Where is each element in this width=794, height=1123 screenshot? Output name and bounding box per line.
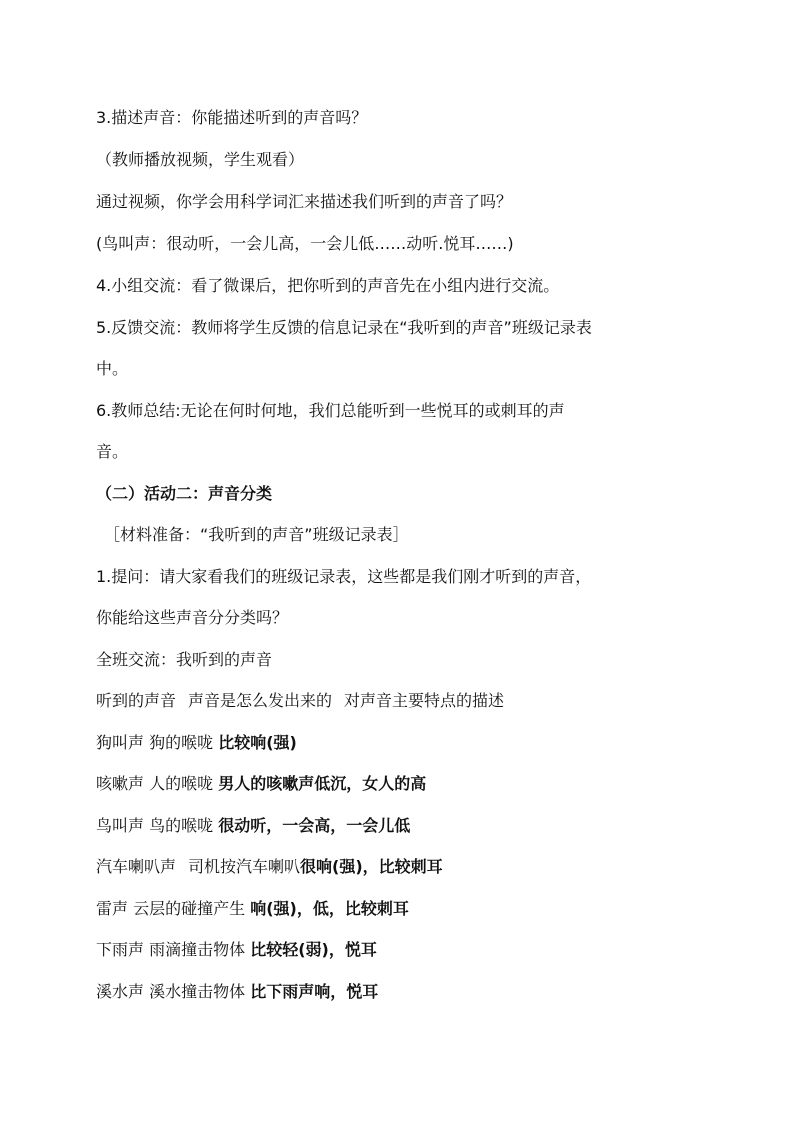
- row-source: 云层的碰撞产生: [133, 899, 246, 918]
- header-source: 声音是怎么发出来的: [188, 691, 333, 710]
- row-source: 司机按汽车喇叭: [188, 857, 301, 876]
- paragraph-group-exchange: 4.小组交流：看了微课后，把你听到的声音先在小组内进行交流。: [96, 276, 560, 295]
- paragraph-feedback-continued: 中。: [96, 359, 129, 378]
- row-description: 很动听，一会高，一会儿低: [218, 816, 411, 835]
- row-source: 溪水撞击物体: [149, 982, 246, 1001]
- table-row: [96, 733, 297, 753]
- question-line-1: 1.提问：请大家看我们的班级记录表，这些都是我们刚才听到的声音，: [96, 567, 592, 586]
- paragraph-bird-example: (鸟叫声：很动听，一会儿高，一会儿低……动听.悦耳……): [96, 234, 514, 253]
- row-sound: 汽车喇叭声: [96, 857, 177, 876]
- row-description: 响(强)，低，比较刺耳: [250, 899, 409, 918]
- paragraph-feedback-exchange: 5.反馈交流：教师将学生反馈的信息记录在“我听到的声音”班级记录表: [96, 318, 592, 337]
- question-line-2: 你能给这些声音分分类吗？: [96, 608, 289, 627]
- header-description: 对声音主要特点的描述: [344, 691, 505, 710]
- table-row: [96, 899, 409, 919]
- row-source: 狗的喉咙: [149, 733, 214, 752]
- section-heading: （二）活动二：声音分类: [96, 484, 273, 503]
- paragraph-teacher-video: （教师播放视频，学生观看）: [96, 150, 305, 169]
- row-sound: 雷声: [96, 899, 129, 918]
- class-exchange-label: 全班交流：我听到的声音: [96, 650, 273, 669]
- header-sound: 听到的声音: [96, 691, 177, 710]
- row-sound: 下雨声: [96, 940, 145, 959]
- row-source: 鸟的喉咙: [149, 816, 214, 835]
- table-row: [96, 982, 378, 1002]
- row-description: 比较轻(弱)，悦耳: [250, 940, 377, 959]
- material-note: ［材料准备：“我听到的声音”班级记录表］: [104, 525, 409, 544]
- paragraph-describe-sound: 3.描述声音：你能描述听到的声音吗？: [96, 108, 368, 127]
- table-row: [96, 774, 426, 794]
- row-sound: 咳嗽声: [96, 774, 145, 793]
- row-source: 雨滴撞击物体: [149, 940, 246, 959]
- table-header-row: [96, 691, 504, 711]
- row-description: 比较响(强): [218, 733, 297, 752]
- table-row: [96, 940, 377, 960]
- paragraph-video-question: 通过视频，你学会用科学词汇来描述我们听到的声音了吗？: [96, 192, 513, 211]
- paragraph-summary-continued: 音。: [96, 442, 129, 461]
- row-sound: 溪水声: [96, 982, 145, 1001]
- row-description: 比下雨声响，悦耳: [250, 982, 379, 1001]
- row-description: 男人的咳嗽声低沉，女人的高: [218, 774, 427, 793]
- row-sound: 鸟叫声: [96, 816, 145, 835]
- row-source: 人的喉咙: [149, 774, 214, 793]
- table-row: [96, 857, 443, 877]
- row-description: 很响(强)，比较刺耳: [300, 857, 443, 876]
- table-row: [96, 816, 410, 836]
- paragraph-teacher-summary: 6.教师总结:无论在何时何地，我们总能听到一些悦耳的或刺耳的声: [96, 401, 565, 420]
- row-sound: 狗叫声: [96, 733, 145, 752]
